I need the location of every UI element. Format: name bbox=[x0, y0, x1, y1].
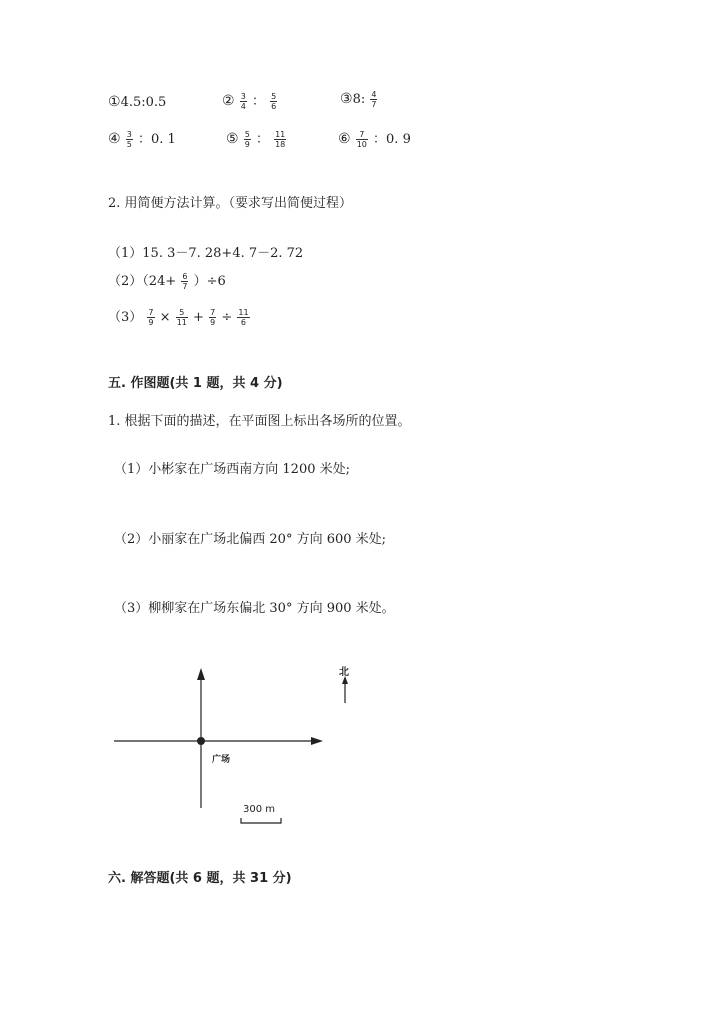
ratio-4-mark: ④ bbox=[108, 131, 121, 147]
ratio-3-prefix: 8: bbox=[352, 92, 366, 107]
q2-title: 2. 用简便方法计算。（要求写出简便过程） bbox=[108, 196, 353, 211]
section-5-heading: 五. 作图题(共 1 题，共 4 分) bbox=[108, 376, 283, 391]
q2-part-3-op-3: ÷ bbox=[221, 310, 233, 325]
q2-part-1: （1）15. 3－7. 28+4. 7－2. 72 bbox=[108, 246, 304, 261]
scale-bar bbox=[241, 818, 281, 823]
ratio-6-suffix: ：0. 9 bbox=[373, 132, 411, 147]
ratio-4-frac-a: $\frac{3}{5}$ bbox=[126, 130, 132, 149]
square-center-dot bbox=[197, 737, 205, 745]
q2-part-3-frac-1: $\frac{7}{9}$ bbox=[148, 308, 154, 327]
ratio-4-suffix: ：0. 1 bbox=[137, 132, 176, 147]
north-axis-arrow-icon bbox=[197, 668, 205, 680]
ratio-2-frac-a: $\frac{3}{4}$ bbox=[240, 92, 246, 111]
ratio-2-mark: ② bbox=[222, 93, 235, 109]
ratio-5-frac-a: $\frac{5}{9}$ bbox=[244, 130, 250, 149]
q2-part-3-frac-4: $\frac{11}{6}$ bbox=[238, 308, 249, 327]
north-label: 北 bbox=[339, 667, 349, 678]
q2-part-3-label: （3） bbox=[108, 310, 143, 325]
q2-part-2-suffix: ）÷6 bbox=[193, 274, 226, 289]
ratio-6-frac-a: $\frac{7}{10}$ bbox=[356, 130, 367, 149]
east-axis-arrow-icon bbox=[311, 737, 323, 745]
q2-part-3-op-1: × bbox=[159, 310, 171, 325]
ratio-3-mark: ③ bbox=[340, 91, 353, 107]
q2-part-2-frac: $\frac{6}{7}$ bbox=[182, 272, 188, 291]
ratio-2-sep: ： bbox=[251, 94, 265, 109]
ratio-5-frac-b: $\frac{11}{18}$ bbox=[275, 130, 286, 149]
ratio-1-mark: ① bbox=[108, 94, 121, 110]
q2-part-3-op-2: + bbox=[193, 310, 204, 325]
q2-part-3-frac-2: $\frac{5}{11}$ bbox=[176, 308, 187, 327]
section-5-item-2: （2）小丽家在广场北偏西 20° 方向 600 米处; bbox=[114, 532, 387, 547]
center-label: 广场 bbox=[212, 755, 231, 765]
ratio-1-text: 4.5:0.5 bbox=[120, 95, 167, 110]
section-5-item-3: （3）柳柳家在广场东偏北 30° 方向 900 米处。 bbox=[114, 601, 395, 616]
q2-part-2-prefix: （2）（24+ bbox=[108, 274, 177, 289]
ratio-5-sep: ： bbox=[255, 132, 269, 147]
ratio-3-frac-b: $\frac{4}{7}$ bbox=[371, 90, 377, 109]
section-6-heading: 六. 解答题(共 6 题，共 31 分) bbox=[108, 871, 292, 886]
scale-label: 300 m bbox=[243, 804, 276, 815]
section-5-item-1: （1）小彬家在广场西南方向 1200 米处; bbox=[114, 462, 350, 477]
ratio-2-frac-b: $\frac{5}{6}$ bbox=[271, 92, 277, 111]
ratio-5-mark: ⑤ bbox=[226, 131, 239, 147]
q2-part-3-frac-3: $\frac{7}{9}$ bbox=[210, 308, 216, 327]
ratio-6-mark: ⑥ bbox=[338, 131, 351, 147]
section-5-question-1: 1. 根据下面的描述，在平面图上标出各场所的位置。 bbox=[108, 414, 411, 429]
